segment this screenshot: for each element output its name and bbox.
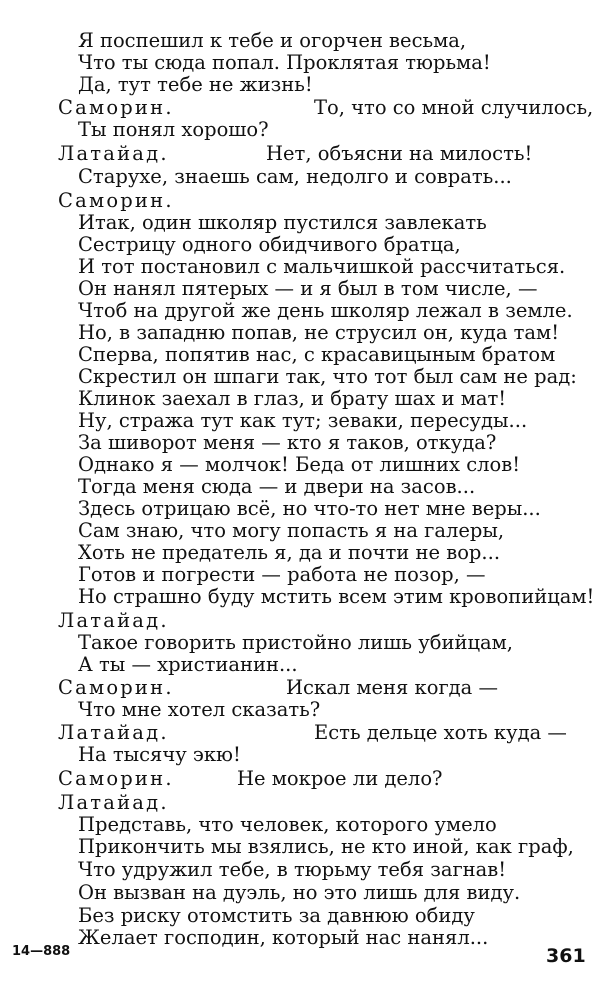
- verse-line: Скрестил он шпаги так, что тот был сам не рад:: [78, 365, 577, 388]
- printer-signature-mark: 14—888: [12, 944, 71, 959]
- verse-line: Сперва, попятив нас, с красавицыным братом: [78, 343, 556, 366]
- verse-line: Сам знаю, что могу попасть я на галеры,: [78, 519, 505, 542]
- speaker-name: Саморин.: [58, 676, 174, 699]
- speaker-speech: Есть дельце хоть куда —: [314, 721, 567, 744]
- verse-line: Да, тут тебе не жизнь!: [78, 73, 313, 96]
- speaker-speech: Не мокрое ли дело?: [237, 767, 443, 790]
- verse-line: Прикончить мы взялись, не кто иной, как граф,: [78, 835, 574, 858]
- speaker-name: Саморин.: [58, 96, 174, 119]
- speaker-name: Латайад.: [58, 142, 169, 165]
- verse-line: Тогда меня сюда — и двери на засов...: [78, 475, 476, 498]
- verse-line: Я поспешил к тебе и огорчен весьма,: [78, 29, 467, 52]
- verse-line: Клинок заехал в глаз, и брату шах и мат!: [78, 387, 507, 410]
- verse-line: И тот постановил с мальчишкой рассчитаться.: [78, 255, 566, 278]
- verse-line: Что удружил тебе, в тюрьму тебя загнав!: [78, 858, 507, 881]
- verse-line: Ты понял хорошо?: [78, 118, 269, 141]
- speaker-name: Саморин.: [58, 189, 174, 212]
- verse-line: Ну, стража тут как тут; зеваки, пересуды...: [78, 409, 528, 432]
- speaker-speech: То, что со мной случилось,: [314, 96, 594, 119]
- verse-line: Хоть не предатель я, да и почти не вор...: [78, 541, 501, 564]
- page-number: 361: [546, 945, 586, 967]
- verse-line: Что ты сюда попал. Проклятая тюрьма!: [78, 51, 491, 74]
- verse-line: Но, в западню попав, не струсил он, куда там!: [78, 321, 560, 344]
- verse-line: Готов и погрести — работа не позор, —: [78, 563, 486, 586]
- verse-line: Представь, что человек, которого умело: [78, 813, 497, 836]
- speaker-speech: Искал меня когда —: [286, 676, 499, 699]
- verse-line: Однако я — молчок! Беда от лишних слов!: [78, 453, 521, 476]
- verse-line: А ты — христианин...: [78, 653, 298, 676]
- verse-line: Итак, один школяр пустился завлекать: [78, 211, 487, 234]
- verse-line: Сестрицу одного обидчивого братца,: [78, 233, 461, 256]
- verse-line: Такое говорить пристойно лишь убийцам,: [78, 631, 513, 654]
- verse-line: Но страшно буду мстить всем этим кровопийцам!: [78, 585, 595, 608]
- verse-line: Что мне хотел сказать?: [78, 698, 321, 721]
- verse-line: За шиворот меня — кто я таков, откуда?: [78, 431, 497, 454]
- verse-line: Без риску отомстить за давнюю обиду: [78, 904, 475, 927]
- verse-line: Здесь отрицаю всё, но что-то нет мне веры...: [78, 497, 541, 520]
- verse-line: Чтоб на другой же день школяр лежал в земле.: [78, 299, 573, 322]
- verse-line: Старухе, знаешь сам, недолго и соврать...: [78, 165, 512, 188]
- speaker-name: Латайад.: [58, 791, 169, 814]
- speaker-name: Латайад.: [58, 721, 169, 744]
- verse-line: На тысячу экю!: [78, 743, 241, 766]
- speaker-speech: Нет, объясни на милость!: [266, 142, 533, 165]
- speaker-name: Латайад.: [58, 609, 169, 632]
- verse-line: Он нанял пятерых — и я был в том числе, —: [78, 277, 538, 300]
- speaker-name: Саморин.: [58, 767, 174, 790]
- verse-line: Он вызван на дуэль, но это лишь для виду.: [78, 881, 521, 904]
- verse-line: Желает господин, который нас нанял...: [78, 926, 489, 949]
